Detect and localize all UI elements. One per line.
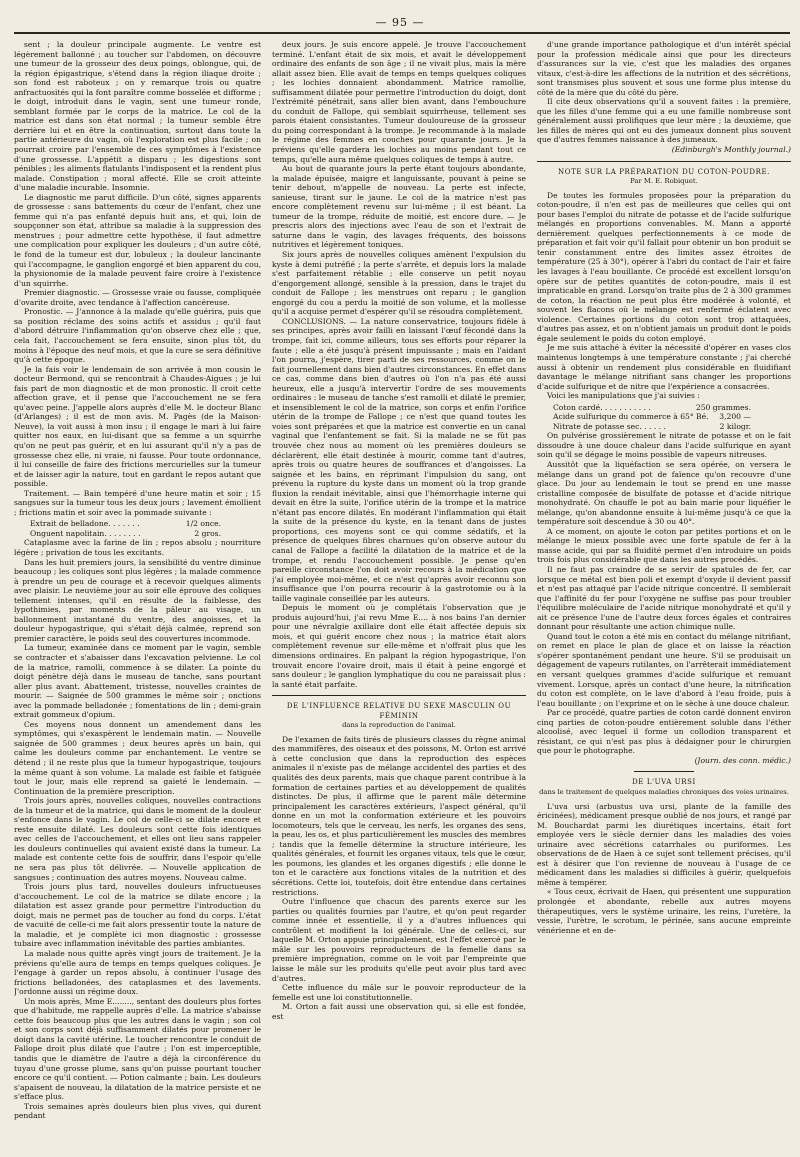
paragraph: Traitement. — Bain tempéré d'une heure matin et soir ; 15 sangsues sur la tumeur tous les deux jours ; lavement émollient ; frictions matin et soir avec la pommade suivante : — [14, 488, 261, 517]
paragraph: Le diagnostic me parut difficile. D'un côté, signes apparents de grossesse : sans battements du cœur de l'enfant, chez une femme qui n'a pas enfanté depuis huit ans, et qui, loin de soupçonner son état, attribue sa maladie à la suppression des menstrues ; pour admettre cette hypothèse, il faut admettre une complication pour expliquer les douleurs ; d'un autre côté, le fond de la tumeur est dur, lobuleux ; la douleur lancinante qui l'accompagne, le ganglion engorgé et bien apparent du cou, la physionomie de la malade peuvent faire croire à l'existence d'un squirrhe. — [14, 192, 261, 288]
section-heading: NOTE SUR LA PRÉPARATION DU COTON-POUDRE. — [558, 167, 770, 176]
prescription-list — [553, 403, 791, 432]
prescription-item — [553, 412, 791, 422]
paragraph: Il ne faut pas craindre de se servir de spatules de fer, car lorsque ce métal est bien poli et exempt d'oxyde il devient passif et n'est pas attaqué par l'acide nitrique concentré. Il semblerait que l'affinité du fer pour l'oxygène ne suffise pas pour troubler l'équilibre moléculaire de l'acide nitrique monohydraté et qu'il y ait ce présence l'une de l'autre deux forces égales et contraires donnant pour résultante une action chimique nulle. — [537, 564, 791, 632]
section-rule — [537, 161, 791, 162]
paragraph: La tumeur, examinée dans ce moment par le vagin, semble se contracter et s'abaisser dans l'excavation pelvienne. Le col de la matrice, ramolli, commence à se dilater. La pointe du doigt pénètre déjà dans le museau de tanche, sans pourtant aller plus avant. Abattement, tristesse, nouvelles craintes de mourir. — Saignée de 500 grammes le même soir ; onctions avec la pommade belladonée ; fomentations de lin ; demi-grain extrait gommeux d'opium. — [14, 643, 261, 720]
section-rule — [634, 771, 694, 772]
paragraph: Voici les manipulations que j'ai suivies : — [547, 391, 700, 401]
prescription-name: Nitrate de potasse sec. . . . . . — [553, 421, 666, 431]
header-rule — [14, 32, 790, 34]
prescription-qty: 3,200 — — [719, 412, 751, 422]
prescription-qty: 250 grammes. — [695, 402, 751, 412]
prescription-qty: 1/2 once. — [185, 519, 221, 529]
paragraph: Outre l'influence que chacun des parents exerce sur les parties ou qualités fournies par l'autre, et qu'on peut regarder comme innée et essentielle, il y a d'autres influences qui contrôlent et modifient la loi générale. Une de celles-ci, sur laquelle M. Orton appuie principalement, est l'effet exercé par le mâle sur les pouvoirs reproducteurs de la femelle dans sa première imprégnation, comme on le voit par l'empreinte que laisse le mâle sur les produits qu'elle peut avoir plus tard avec d'autres. — [272, 897, 526, 983]
paragraph: Trois semaines après douleurs bien plus vives, qui durent pendant — [14, 1101, 261, 1121]
paragraph: On pulvérise grossièrement le nitrate de potasse et on le fait dissoudre à une douce chaleur dans l'acide sulfurique en ayant soin qu'il se dégage le moins possible de vapeurs nitreuses. — [537, 431, 791, 460]
prescription-name: Acide sulfurique du commerce à 65° Bé. — [553, 412, 709, 422]
paragraph: deux jours. Je suis encore appelé. Je trouve l'accouchement terminé. L'enfant était de six mois, et avait le développement ordinaire des enfants de son âge ; il ne vivait plus, mais la mère allait assez bien. Elle avait de temps en temps quelques coliques ; les lochies donnaient abondamment. Matrice ramollie, suffisamment dilatée pour permettre l'introduction du doigt, dont l'extrémité pénétrait, sans aller bien avant, dans l'embouchure du conduit de Fallope, qui semblait squirrheuse, tellement ses parois étaient consistantes. Tumeur douloureuse de la grosseur du poing correspondant à la trompe. Je recommande à la malade le régime des femmes en couches pour quarante jours. Je la préviens qu'elle gardera les lochies au moins pendant tout ce temps, qu'elle aura même quelques coliques de temps à autre. — [272, 40, 526, 164]
prescription-name: Coton cardé. . . . . . . . . . . — [553, 402, 651, 412]
paragraph: Trois jours plus tard, nouvelles douleurs infructueuses d'accouchement. Le col de la matrice se dilate encore ; la dilatation est assez grande pour permettre l'introduction du doigt, mais ne permet pas de toucher au fond du corps. L'état de vacuité de celle-ci me fait alors pressentir toute la nature de la maladie, et je complète ici mon diagnostic : grossesse tubaire avec inflammation inévitable des parties ambiantes. — [14, 882, 261, 949]
paragraph: sent ; la douleur principale augmente. Le ventre est légèrement ballonné ; au toucher sur l'abdomen, on découvre une tumeur de la grosseur des deux poings, oblongue, qui, de la région épigastrique, s'étend dans la région iliaque droite ; son fond est raboteux ; on y remarque trois ou quatre anfractuosités qui la font paraître comme bosselée et difforme ; le doigt, introduit dans le vagin, sent une tumeur ronde, semblant formée par le corps de la matrice. Le col de la matrice est dans son état normal ; la tumeur semble être derrière lui et en être la continuation, surtout dans toute la partie antérieure du vagin, où l'exploration est plus facile ; on pourrait croire par l'ensemble de ces symptômes à l'existence d'une grossesse. L'appétit a disparu ; les digestions sont pénibles ; les aliments flatulants l'indisposent et la rendent plus malade. Constipation ; moral affecté. Elle se croit atteinte d'une maladie incurable. Insomnie. — [14, 40, 261, 193]
paragraph: Par ce procédé, quatre parties de coton cardé donnent environ cinq parties de coton-poudre entièrement soluble dans l'éther alcoolisé, avec lequel il forme un collodion transparent et résistant, ce qui n'est pas plus à dédaigner pour le chirurgien que pour le photographe. — [537, 708, 791, 756]
prescription-item — [30, 529, 261, 539]
paragraph: Aussitôt que la liquéfaction se sera opérée, on versera le mélange dans un grand pot de faïence qu'on recouvre d'une glace. Du jour au lendemain le tout se prend en une masse cristalline composée de bisulfate de potasse et d'acide nitrique monohydraté. On chauffe le pot au bain marie pour liquéfier le mélange, qu'on abandonne ensuite à lui-même jusqu'à ce que la température soit descendue à 30 ou 40°. — [537, 459, 791, 527]
paragraph: Je la fais voir le lendemain de son arrivée à mon cousin le docteur Bermond, qui se rencontrait à Chaudes-Aigues ; je lui fais part de mon diagnostic et de mon pronostic. Il croit cette affection grave, et il pense que l'accouchement ne se fera qu'avec peine. J'appelle alors auprès d'elle M. le docteur Blanc (d'Arlanges) ; il est de mon avis. M. Pagès (de la Maison-Neuve), la voit aussi à mon insu ; il engage le mari à lui faire quitter nos eaux, en lui-disant que sa femme a un squirrhe qu'on ne peut pas guérir, et en lui assurant qu'il n'y a pas de grossesse chez elle, ni vraie, ni fausse. Pour toute ordonnance, il lui conseille de faire des frictions mercurielles sur la tumeur et de laisser agir la nature, tout en gardant le repos autant que possible. — [14, 364, 261, 489]
section-subheading: dans le traitement de quelques maladies chroniques des voies urinaires. — [539, 788, 789, 797]
paragraph: Je me suis attaché à éviter la nécessité d'opérer en vases clos maintenus longtemps à une température constante ; j'ai cherché aussi à obtenir un rendement plus considérable en fluidifiant davantage le mélange nitrifiant sans changer les proportions d'acide sulfurique et de nitre que l'expérience a consacrées. — [537, 343, 791, 391]
paragraph: « Tous ceux, écrivait de Haen, qui présentent une suppuration prolongée et abondante, rebelle aux autres moyens thérapeutiques, vers le système urinaire, les reins, l'uretère, la vessie, l'urètre, le scrotum, le périnée, sans aucune empreinte vénérienne et en de- — [537, 887, 791, 935]
prescription-name: Onguent napolitain. . . . . . . . — [30, 528, 141, 538]
paragraph: Depuis le moment où je complétais l'observation que je produis aujourd'hui, j'ai revu Mme E.... à nos bains l'an dernier pour une névralgie axillaire dont elle était affectée depuis six mois, et qui guérit encore chez nous ; la matrice était alors complètement revenue sur elle-même et n'offrait plus que les dimensions ordinaires. En palpant la région hypogastrique, l'on trouvait encore l'ovaire droit, mais il était à peine engorgé et sans douleur ; le ganglion lymphatique du cou ne paraissait plus : la santé était parfaite. — [272, 603, 526, 689]
column-1 — [14, 40, 261, 1150]
paragraph: Pronostic. — J'annonce à la malade qu'elle guérira, puis que sa position réclame des soins actifs et assidus ; qu'il faut d'abord détruire l'inflammation qu'on observe chez elle ; que, cela fait, l'accouchement se fera ensuite, sinon plus tôt, du moins à l'époque des neuf mois, et que la cure se sera définitive qu'à cette époque. — [14, 307, 261, 365]
paragraph: Six jours après de nouvelles coliques amènent l'expulsion du kyste à demi putréfié ; la perte s'arrête, et depuis lors la malade s'est parfaitement rétablie ; elle conserve un petit noyau d'engorgement allongé, sensible à la pression, dans le trajet du conduit de Fallope ; les menstrues ont reparu ; le ganglion engorgé du cou a perdu la moitié de son volume, et la mollesse qu'il a acquise permet d'espérer qu'il se résoudra complètement. — [272, 250, 526, 317]
section-heading: DE L'INFLUENCE RELATIVE DU SEXE MASCULIN OU FÉMININ — [286, 702, 512, 720]
paragraph: De toutes les formules proposées pour la préparation du coton-poudre, il n'en est pas de meilleures que celles qui ont pour bases l'emploi du nitrate de potasse et de l'acide sulfurique mélangés en proportions convenables. M. Mann a apporté dernièrement quelques perfectionnements à ce mode de préparation et fait voir qu'il fallait pour obtenir un bon produit se tenir constamment entre des limites assez étroites de température (25 à 30°), opérer à l'abri du contact de l'air et faire les lavages à l'eau bouillante. Ce procédé est excellent lorsqu'on opère sur de petites quantités de coton-poudre, mais il est impraticable en grand. Lorsqu'on traite plus de 2 à 300 grammes de coton, la réaction ne peut plus être modérée à volonté, et souvent les flacons où le mélange est renfermé éclatent avec violence. Certaines portions du coton sont trop attaquées, d'autres pas assez, et on n'obtient jamais un produit dont le poids égale seulement le poids du coton employé. — [537, 190, 791, 343]
source-citation: (Journ. des conn. médic.) — [694, 755, 791, 765]
paragraph: Un mois après, Mme E........, sentant des douleurs plus fortes que d'habitude, me rappelle auprès d'elle. La matrice s'abaisse cette fois beaucoup plus que les autres dans le vagin ; son col et son corps sont déjà suffisamment dilatés pour promener le doigt dans la cavité utérine. Le toucher rencontre le conduit de Fallope droit plus dilaté que l'autre ; l'on est imperceptible, tandis que le diamètre de l'autre a déjà la circonférence du tuyau d'une grosse plume, sans qu'on puisse pourtant toucher encore ce qu'il contient. — Potion calmante ; bain. Les douleurs s'apaisent de nouveau, la dilatation de la matrice persiste et ne s'efface plus. — [14, 996, 261, 1102]
paragraph: L'uva ursi (arbustus uva ursi, plante de la famille des éricinées), médicament presque oublié de nos jours, et rangé par M. Bouchardat parmi les diurétiques incertains, était fort employée vers le siècle dernier dans les maladies des voies urinaire avec sécrétions catarrhales ou puriformes. Les observations de de Haen à ce sujet sont tellement précises, qu'il est à désirer que l'on revienne de nouveau à l'usage de ce médicament dans les maladies si difficiles à guérir, quelquefois même à tempérer. — [537, 801, 791, 887]
prescription-item — [553, 422, 791, 432]
paragraph: Quand tout le coton a été mis en contact du mélange nitrifiant, on remet en place le plan de glace et on laisse la réaction s'opérer spontanément pendant une heure. S'il se produisait un dégagement de vapeurs rutilantes, on l'arrêterait immédiatement en versant quelques grammes d'acide sulfurique et remuant vivement. Lorsque, après un contact d'une heure, la nitrification du coton est complète, on le lave d'abord à l'eau froide, puis à l'eau bouillante ; on l'exprime et on le sèche à une douce chaleur. — [537, 631, 791, 708]
paragraph: Ces moyens nous donnent un amendement dans les symptômes, qui s'exaspèrent le lendemain matin. — Nouvelle saignée de 500 grammes ; deux heures après un bain, qui calme les douleurs comme par enchantement. Le ventre se détend ; il ne reste plus que la tumeur hypogastrique, toujours la même quant à son volume. La malade est faible et fatiguée tout le jour, mais elle reprend sa gaieté le lendemain. — Continuation de la première prescription. — [14, 719, 261, 796]
paragraph: Premier diagnostic. — Grossesse vraie ou fausse, compliquée d'ovarite droite, avec tendance à l'affection cancéreuse. — [14, 288, 261, 307]
section-subheading: dans la reproduction de l'animal. — [342, 721, 456, 730]
column-3 — [537, 40, 791, 1150]
prescription-item — [30, 519, 261, 529]
page-number: — 95 — — [375, 16, 425, 29]
paragraph: Trois jours après, nouvelles coliques, nouvelles contractions de la tumeur et de la matrice, qui dans le moment de la douleur s'enfonce dans le vagin. Le col de celle-ci se dilate encore et reste ensuite dilaté. Les douleurs sont cette fois identiques avec celles de l'accouchement, et elles ont lieu sans rappeler les douleurs continuelles qui avaient existé dans la tumeur. La malade est contente cette fois de souffrir, dans l'espoir qu'elle ne sera pas plus tôt délivrée. — Nouvelle application de sangsues ; continuation des autres moyens. Nouveau calme. — [14, 796, 261, 882]
paragraph: Cette influence du mâle sur le pouvoir reproducteur de la femelle est une loi constitutionnelle. — [272, 983, 526, 1002]
paragraph: De l'examen de faits tirés de plusieurs classes du règne animal des mammifères, des oiseaux et des poissons, M. Orton est arrivé à cette conclusion que dans la reproduction des espèces animales il n'existe pas de mélange accidentel des parties et des qualités des deux parents, mais que chaque parent contribue à la formation de certaines parties et au développement de qualités distinctes. De plus, il affirme que le parent mâle détermine principalement les caractères extérieurs, l'aspect général, qu'il donne en un mot la conformation extérieure et les pouvoirs locomoteurs, tels que le cerveau, les nerfs, les organes des sens, la peau, les os, et plus particulièrement les muscles des membres ; tandis que la femelle détermine la structure intérieure, les qualités générales, et fournit les organes vitaux, tels que le cœur, les poumons, les glandes et les organes digestifs ; elle donne le ton et le caractère aux fonctions vitales de la nutrition et des sécrétions. Cette loi, toutefois, doit être entendue dans certaines restrictions. — [272, 734, 526, 897]
paragraph: d'une grande importance pathologique et d'un intérêt spécial pour la profession médicale ainsi que pour les directeurs d'assurances sur la vie, c'est que les maladies des organes vitaux, c'est-à-dire les affections de la nutrition et des sécrétions, sont transmises plus souvent et sous une forme plus intense du côté de la mère que du côté du père. — [537, 40, 791, 97]
prescription-name: Extrait de belladone. . . . . . . — [30, 519, 140, 529]
paragraph: Il cite deux observations qu'il a souvent faites : la première, que les filles d'une femme qui a eu une famille nombreuse sont généralement aussi prolifiques que leur mère ; la deuxième, que les filles de mères qui ont eu des jumeaux donnent plus souvent que d'autres femmes naissance à des jumeaux. — [537, 97, 791, 145]
paragraph: CONCLUSIONS. — La nature conservatrice, toujours fidèle à ses principes, après avoir failli en laissant l'œuf fécondé dans la trompe, fait ici, comme ailleurs, tous ses efforts pour réparer la faute ; elle a été jusqu'à présent impuissante ; mais en l'aidant l'on pourra, j'espère, tirer parti de ses ressources, comme on le fait journellement dans bien d'autres circonstances. En effet dans ce cas, comme dans bien d'autres où l'on n'a pas été aussi heureux, elle a jusqu'à intervertir l'ordre de ses mouvements ordinaires : le museau de tanche s'est ramolli et dilaté le premier, et insensiblement le col de la matrice, son corps et enfin l'orifice utérin de la trompe de Fallope ; ce n'est que quand toutes les voies sont préparées et que la matrice est convertie en un canal vaginal que l'enfantement se fait. Si la malade ne se fût pas trouvée chez nous au moment où les premières douleurs se déclarèrent, elle était destinée à mourir, comme tant d'autres, après trois ou quatre heures de souffrances et d'angoisses. La saignée et les bains, en réprimant l'impulsion du sang, ont prévenu la rupture du kyste dans un moment où la trop grande fluxion la rendait inévitable, ainsi que l'hémorrhagie interne qui devait en être la suite, l'orifice utérin de la trompe et la matrice n'étant pas encore dilatés. En modérant l'inflammation qui était la suite de la présence du kyste, en la tenant dans de justes proportions, ces moyens sont ce qui comme sédatifs, et la présence de quelques fibres charnues qu'on observe autour du canal de Fallope a facilité la dilatation de la matrice et de la trompe, et rendu l'accouchement possible. Je pense qu'en pareille circonstance l'on doit avoir recours à la médication que j'ai employée moi-même, et ce n'est qu'après avoir reconnu son insuffisance que l'on pourra recourir à la gastrotomie ou à la taille vaginale conseillée par les auteurs. — [272, 316, 526, 603]
section-author: Par M. E. Robiquet. — [630, 177, 698, 186]
paragraph: A ce moment, on ajoute le coton par petites portions et on le mélange le mieux possible avec une forte spatule de fer à la masse acide, qui par sa fluidité permet d'en introduire un poids trois fois plus considérable que dans les autres procédés. — [537, 526, 791, 565]
section-heading: DE L'UVA URSI — [632, 778, 696, 787]
source-citation: (Edinburgh's Monthly journal.) — [671, 145, 791, 155]
prescription-qty: 2 gros. — [194, 528, 221, 538]
paragraph: La malade nous quitte après vingt jours de traitement. Je la préviens qu'elle aura de temps en temps quelques coliques. Je l'engage à garder un repos absolu, à continuer l'usage des frictions belladonées, des cataplasmes et des lavements. J'ordonne aussi un régime doux. — [14, 948, 261, 997]
prescription-item — [553, 403, 791, 413]
section-rule — [272, 695, 526, 696]
paragraph: Cataplasme avec la farine de lin ; repos absolu ; nourriture légère ; privation de tous les excitants. — [14, 538, 261, 557]
prescription-list — [30, 519, 261, 538]
column-2 — [272, 40, 526, 1150]
paragraph: M. Orton a fait aussi une observation qui, si elle est fondée, est — [272, 1002, 526, 1021]
paragraph: Dans les huit premiers jours, la sensibilité du ventre diminue beaucoup ; les coliques sont plus légères ; la malade commence à prendre un peu de courage et à recevoir quelques aliments avec plaisir. Le neuvième jour au soir elle éprouve des coliques tellement intenses, qu'il en résulte de la faiblesse, des lypothimies, par moments de la pâleur au visage, un ballonnement instantané du ventre, des angoisses, et la douleur hypogastrique, qui s'était déjà calmée, reprend son premier caractère, le poids seul des couvertures incommode. — [14, 557, 261, 643]
prescription-qty: 2 kilogr. — [719, 421, 751, 431]
paragraph: Au bout de quarante jours la perte étant toujours abondante, la malade épuisée, maigre et languissante, pouvant à peine se tenir debout, m'appelle de nouveau. La perte est infecte, sanieuse, tirant sur le jaune. Le col de la matrice n'est pas encore complètement revenu sur lui-même ; il est béant. La tumeur de la trompe, réduite de moitié, est encore dure. — Je prescris alors des injections avec l'eau de son et l'extrait de saturne dans le vagin, des lavages fréquents, des boissons nutritives et légèrement toniques. — [272, 164, 526, 250]
